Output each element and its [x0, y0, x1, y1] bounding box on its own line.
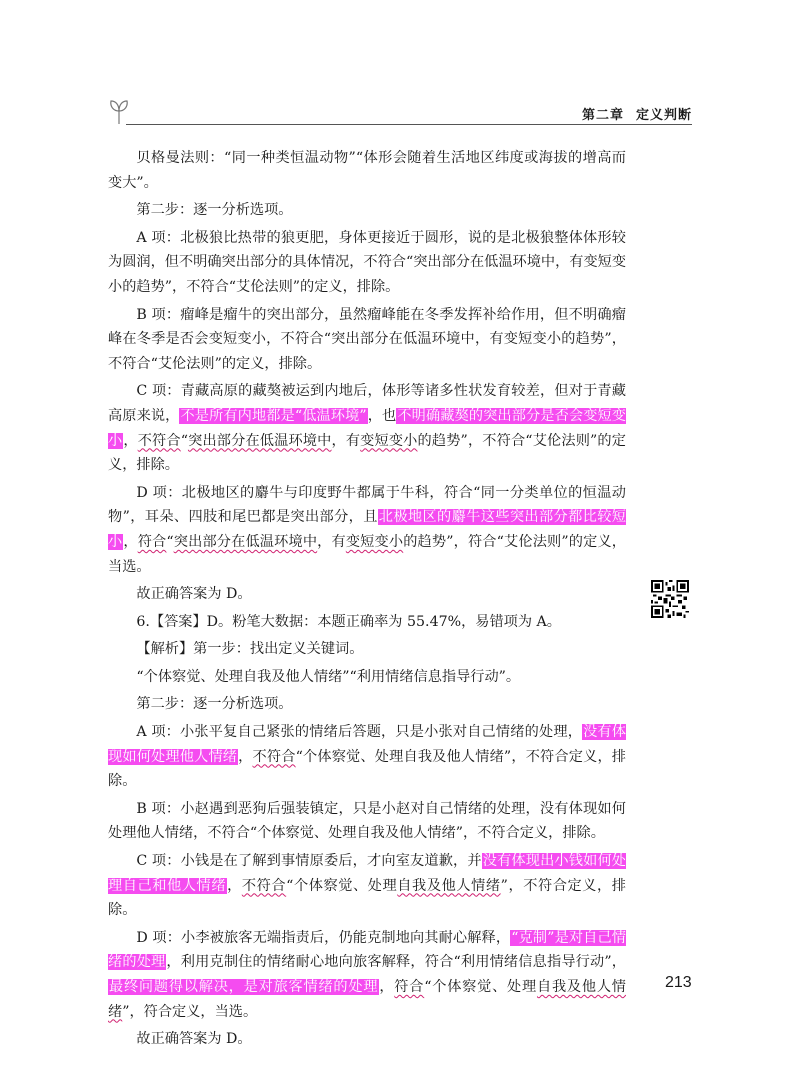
wavy-underlined-text: 突出部分在低温环境中 — [173, 533, 318, 550]
paragraph — [108, 665, 626, 690]
paragraph — [108, 797, 626, 846]
text-run: ， — [379, 979, 395, 995]
paragraph — [108, 226, 626, 300]
paragraph — [108, 1027, 626, 1052]
text-run: ”，符合定义，当选。 — [122, 1003, 258, 1020]
wavy-underlined-text: 变短变小 — [345, 533, 404, 550]
running-header — [108, 96, 692, 126]
text-run: A 项：北极狼比热带的狼更肥，身体更接近于圆形，说的是北极狼整体体形较为圆润，但不明确突出部分的具体情况，不符合“突出部分在低温环境中，有变短变小的趋势”，不符合“艾伦法则”的定义，排除。 — [108, 229, 627, 295]
text-run: “个体察觉、处理自我及他人情绪”，不符合定义，排除。 — [108, 748, 626, 790]
text-run: ， — [227, 877, 242, 894]
section-label: 定义判断 — [635, 108, 692, 123]
wavy-underlined-text: 自我及他人情绪 — [397, 877, 501, 894]
wavy-underlined-text: 不符合 — [241, 877, 287, 894]
text-run: 故正确答案为 D。 — [136, 1031, 252, 1048]
text-run: 第二步：逐一分析选项。 — [136, 696, 293, 713]
text-run: “个体察觉、处理 — [286, 877, 398, 894]
highlighted-text: 没有体现出小钱如何处理自己和他人情绪 — [108, 853, 626, 894]
text-run: “个体察觉、处理自我及他人情绪”“利用情绪信息指导行动”。 — [136, 668, 521, 685]
paragraph — [108, 720, 626, 794]
text-run: 贝格曼法则：“同一种类恒温动物”“体形会随着生活地区纬度或海拔的增高而变大”。 — [108, 150, 626, 191]
text-run: B 项：瘤峰是瘤牛的突出部分，虽然瘤峰能在冬季发挥补给作用，但不明确瘤峰在冬季是否会变短变小，不符合“突出部分在低温环境中，有变短变小的趋势”，不符合“艾伦法则”的定义，排除。 — [108, 306, 626, 372]
text-run: B 项：小赵遇到恶狗后强装镇定，只是小赵对自己情绪的处理，没有体现如何处理他人情绪，不符合“个体察觉、处理自我及他人情绪”，不符合定义，排除。 — [108, 800, 626, 842]
wavy-underlined-text: 变短变小 — [360, 432, 418, 449]
paragraph — [108, 379, 626, 477]
wavy-underlined-text: 符合 — [137, 533, 167, 550]
text-run: ， — [238, 748, 253, 765]
page-number: 213 — [665, 974, 692, 991]
text-run: 第二步：逐一分析选项。 — [136, 202, 293, 219]
chapter-label: 第二章 — [581, 108, 624, 123]
highlighted-text: 北极地区的麝牛这些突出部分都比较短小 — [108, 509, 626, 550]
text-run: 【解析】第一步：找出定义关键词。 — [136, 641, 364, 658]
text-run: “ — [180, 432, 188, 449]
text-run: ， — [123, 533, 138, 550]
wavy-underlined-text: 自我及他人情绪 — [108, 979, 626, 1020]
paragraph — [108, 303, 626, 377]
highlighted-text: “克制”是对自己情绪的处理 — [108, 929, 626, 971]
paragraph — [108, 481, 626, 579]
highlighted-text: 不明确藏獒的突出部分是否会变短变小 — [108, 407, 626, 449]
paragraph — [108, 692, 626, 717]
text-run: D 项：小李被旅客无端指责后，仍能克制地向其耐心解释， — [136, 929, 511, 946]
text-run: ，有 — [331, 432, 361, 449]
text-run: ，也 — [367, 407, 397, 424]
text-run: D 项：北极地区的麝牛与印度野牛都属于牛科，符合“同一分类单位的恒温动物”，耳朵、四肢和尾巴都是突出部分，且 — [108, 484, 626, 526]
wavy-underlined-text: 不符合 — [137, 432, 181, 449]
text-run: “个体察觉、处理 — [424, 979, 537, 995]
text-run: 的趋势”，不符合“艾伦法则”的定义，排除。 — [108, 432, 626, 474]
text-run: 的趋势”，符合“艾伦法则”的定义，当选。 — [108, 533, 626, 575]
text-run: ，有 — [317, 533, 346, 550]
paragraph — [108, 637, 626, 662]
text-run: “ — [166, 533, 174, 550]
answer-explanation — [108, 146, 626, 1055]
paragraph — [108, 849, 626, 923]
paragraph — [108, 582, 626, 607]
paragraph — [108, 146, 626, 195]
text-run: C 项：青藏高原的藏獒被运到内地后，体形等诸多性状发育较差，但对于青藏高原来说， — [108, 383, 626, 424]
sprout-icon — [108, 96, 130, 126]
paragraph — [108, 198, 626, 223]
text-run: 故正确答案为 D。 — [136, 586, 252, 603]
wavy-underlined-text: 突出部分在低温环境中 — [187, 432, 332, 449]
paragraph — [108, 926, 626, 1024]
highlighted-text: 最终问题得以解决，是对旅客情绪的处理 — [109, 979, 379, 995]
qr-code-icon — [651, 580, 689, 618]
text-run: ”，不符合定义，排除。 — [108, 877, 626, 919]
wavy-underlined-text: 不符合 — [252, 748, 296, 765]
text-run: ， — [123, 432, 138, 449]
text-run: 6.【答案】D。粉笔大数据：本题正确率为 55.47%，易错项为 A。 — [136, 613, 561, 630]
text-run: ，利用克制住的情绪耐心地向旅客解释，符合“利用情绪信息指导行动”， — [166, 954, 626, 971]
wavy-underlined-text: 符合 — [394, 979, 425, 995]
chapter-title — [582, 104, 692, 123]
paragraph — [108, 610, 626, 635]
text-run: A 项：小张平复自己紧张的情绪后答题，只是小张对自己情绪的处理， — [136, 724, 583, 741]
text-run: C 项：小钱是在了解到事情原委后，才向室友道歉，并 — [136, 853, 482, 870]
highlighted-text: 不是所有内地都是“低温环境” — [180, 407, 367, 424]
highlighted-text: 没有体现如何处理他人情绪 — [108, 724, 626, 765]
header-rule — [126, 124, 692, 125]
